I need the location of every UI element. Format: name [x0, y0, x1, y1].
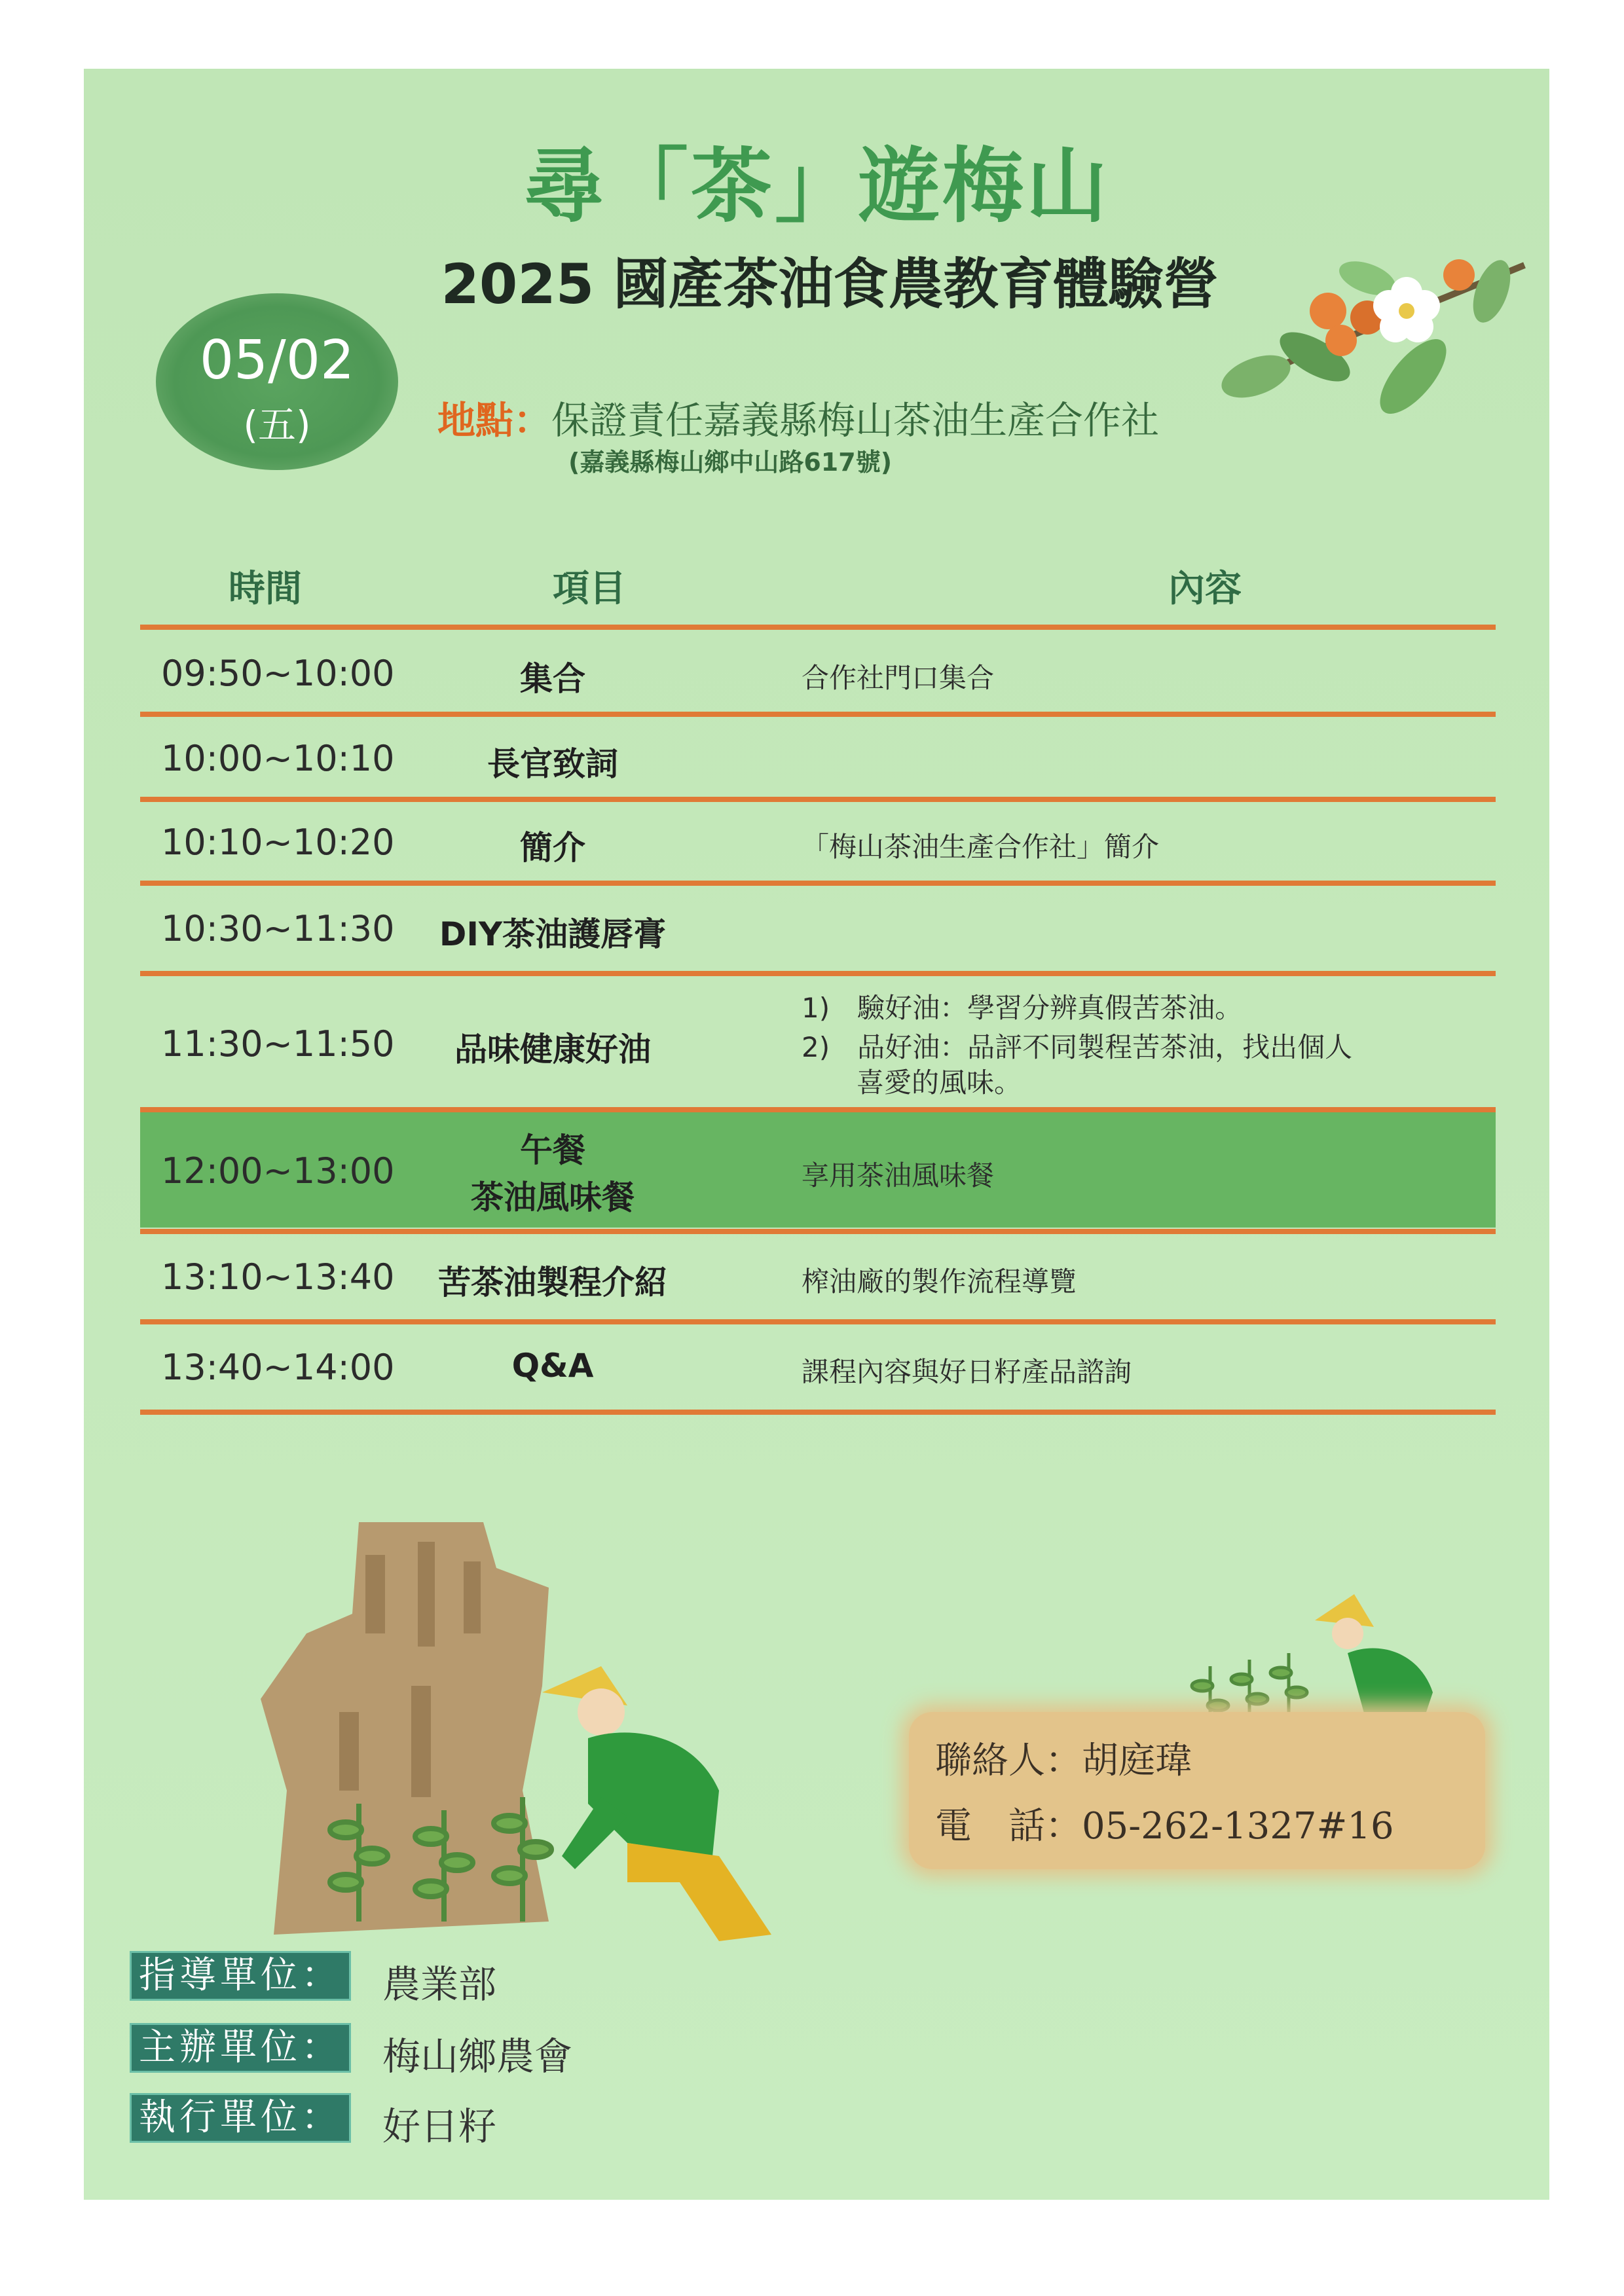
row-content: 榨油廠的製作流程導覽	[802, 1266, 1077, 1298]
table-row	[140, 1324, 1496, 1410]
row-content: 享用茶油風味餐	[802, 1159, 995, 1192]
header-item: 項目	[553, 568, 626, 610]
row-item: Q&A	[511, 1347, 594, 1385]
header-content: 內容	[1168, 568, 1242, 610]
date-day: 05/02	[199, 329, 355, 392]
row-content-line: 喜愛的風味。	[802, 1066, 1022, 1099]
row-time: 09:50~10:00	[161, 653, 395, 694]
date-badge	[156, 293, 398, 470]
unit-label: 主辦單位：	[130, 2023, 351, 2073]
table-row	[140, 1234, 1496, 1319]
row-time: 12:00~13:00	[161, 1150, 395, 1192]
row-item: 苦茶油製程介紹	[438, 1264, 667, 1302]
unit-label: 指導單位：	[130, 1951, 351, 2001]
row-content-line: 1) 驗好油：學習分辨真假苦茶油。	[802, 992, 1243, 1024]
row-divider	[140, 712, 1496, 717]
row-content: 「梅山茶油生產合作社」簡介	[802, 831, 1160, 863]
row-item-line: 午餐	[520, 1131, 585, 1169]
location-label: 地點：	[437, 398, 552, 443]
row-content: 課程內容與好日籽產品諮詢	[802, 1356, 1132, 1388]
header-time: 時間	[229, 568, 302, 610]
row-time: 13:10~13:40	[161, 1256, 395, 1298]
date-weekday: (五)	[243, 403, 311, 447]
row-divider	[140, 625, 1496, 630]
row-item: 簡介	[520, 829, 585, 867]
row-divider	[140, 1319, 1496, 1324]
contact-person: 聯絡人：胡庭瑋	[935, 1740, 1192, 1782]
poster	[84, 69, 1549, 2200]
unit-value: 好日籽	[382, 2104, 497, 2149]
row-time: 13:40~14:00	[161, 1347, 395, 1388]
row-time: 10:30~11:30	[161, 908, 395, 949]
location-address: (嘉義縣梅山鄉中山路617號)	[568, 448, 893, 477]
row-time: 10:00~10:10	[161, 738, 395, 779]
row-item-line: 茶油風味餐	[471, 1178, 635, 1216]
unit-value: 農業部	[382, 1962, 497, 2007]
row-divider	[140, 797, 1496, 802]
row-time: 10:10~10:20	[161, 822, 395, 863]
table-row	[140, 632, 1496, 710]
row-content: 合作社門口集合	[802, 662, 995, 694]
table-row-lunch	[140, 1112, 1496, 1228]
row-divider	[140, 971, 1496, 976]
table-row	[140, 718, 1496, 797]
row-divider	[140, 1229, 1496, 1234]
table-row	[140, 977, 1496, 1108]
camellia-branch-illustration	[1217, 226, 1531, 422]
page-subtitle: 2025 國產茶油食農教育體驗營	[441, 252, 1219, 316]
row-time: 11:30~11:50	[161, 1023, 395, 1065]
row-item: 集合	[520, 660, 585, 698]
row-divider	[140, 881, 1496, 886]
row-divider	[140, 1410, 1496, 1415]
row-divider	[140, 1107, 1496, 1112]
row-content-line: 2) 品好油：品評不同製程苦茶油，找出個人	[802, 1031, 1353, 1063]
tree-stump-farmer-illustration	[261, 1516, 850, 1974]
page-title: 尋「茶」遊梅山	[523, 139, 1110, 234]
unit-value: 梅山鄉農會	[382, 2034, 573, 2079]
row-item: DIY茶油護唇膏	[439, 915, 667, 953]
location	[437, 390, 1159, 445]
unit-label: 執行單位：	[130, 2093, 351, 2143]
contact-box	[909, 1712, 1485, 1869]
table-row	[140, 887, 1496, 972]
contact-phone: 電 話：05-262-1327#16	[935, 1805, 1394, 1848]
row-item: 品味健康好油	[454, 1030, 651, 1068]
location-value: 保證責任嘉義縣梅山茶油生產合作社	[551, 398, 1160, 443]
row-item: 長官致詞	[487, 745, 618, 783]
table-row	[140, 803, 1496, 882]
